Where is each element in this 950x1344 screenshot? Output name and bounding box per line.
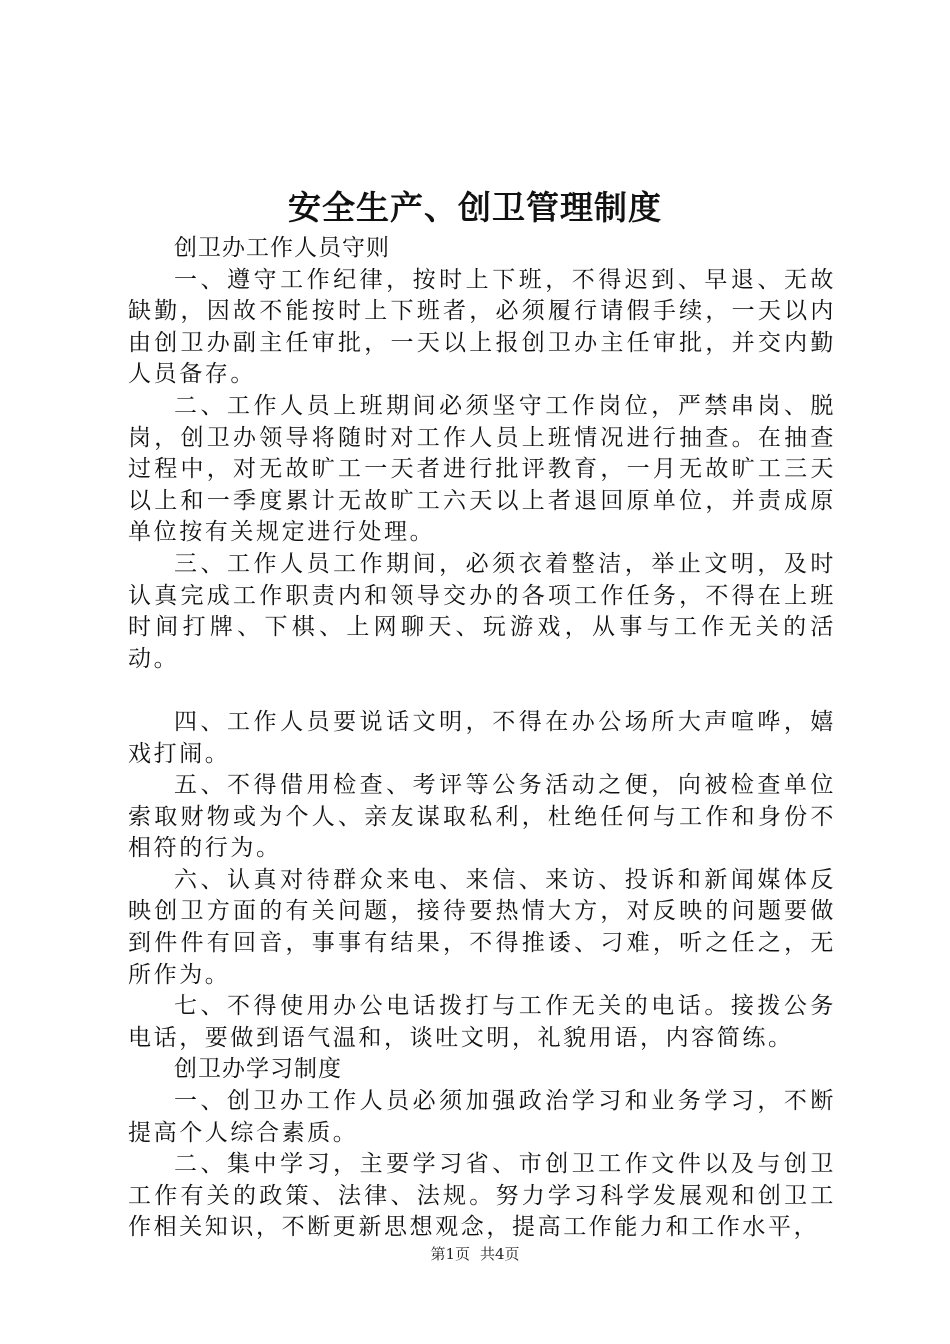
paragraph: 三、工作人员工作期间，必须衣着整洁，举止文明，及时认真完成工作职责内和领导交办的各项工作任务，不得在上班时间打牌、下棋、上网聊天、玩游戏，从事与工作无关的活动。 xyxy=(128,550,836,672)
paragraph: 二、工作人员上班期间必须坚守工作岗位，严禁串岗、脱岗，创卫办领导将随时对工作人员上班情况进行抽查。在抽查过程中，对无故旷工一天者进行批评教育，一月无故旷工三天以上和一季度累计无故旷工六天以上者退回原单位，并责成原单位按有关规定进行处理。 xyxy=(128,392,836,546)
paragraph: 二、集中学习，主要学习省、市创卫工作文件以及与创卫工作有关的政策、法律、法规。努力学习科学发展观和创卫工作相关知识，不断更新思想观念，提高工作能力和工作水平， xyxy=(128,1151,836,1241)
section-heading-rules: 创卫办工作人员守则 xyxy=(174,235,390,261)
paragraph: 五、不得借用检查、考评等公务活动之便，向被检查单位索取财物或为个人、亲友谋取私利，杜绝任何与工作和身份不相符的行为。 xyxy=(128,772,836,862)
paragraph: 四、工作人员要说话文明，不得在办公场所大声喧哗，嬉戏打闹。 xyxy=(128,708,836,767)
page-total: 共4页 xyxy=(480,1245,520,1263)
paragraph: 一、创卫办工作人员必须加强政治学习和业务学习，不断提高个人综合素质。 xyxy=(128,1088,836,1146)
paragraph: 七、不得使用办公电话拨打与工作无关的电话。接拨公务电话，要做到语气温和，谈吐文明，礼貌用语，内容简练。 xyxy=(128,993,836,1051)
document-body xyxy=(128,233,836,1244)
document-title: 安全生产、创卫管理制度 xyxy=(288,188,662,227)
paragraph: 六、认真对待群众来电、来信、来访、投诉和新闻媒体反映创卫方面的有关问题，接待要热情大方，对反映的问题要做到件件有回音，事事有结果，不得推诿、刁难，听之任之，无所作为。 xyxy=(128,866,836,988)
paragraph: 一、遵守工作纪律，按时上下班，不得迟到、早退、无故缺勤，因故不能按时上下班者，必须履行请假手续，一天以内由创卫办副主任审批，一天以上报创卫办主任审批，并交内勤人员备存。 xyxy=(128,266,836,388)
section-heading-study: 创卫办学习制度 xyxy=(174,1056,342,1083)
page-footer xyxy=(0,1243,950,1265)
page-number: 第1页 xyxy=(430,1245,470,1263)
